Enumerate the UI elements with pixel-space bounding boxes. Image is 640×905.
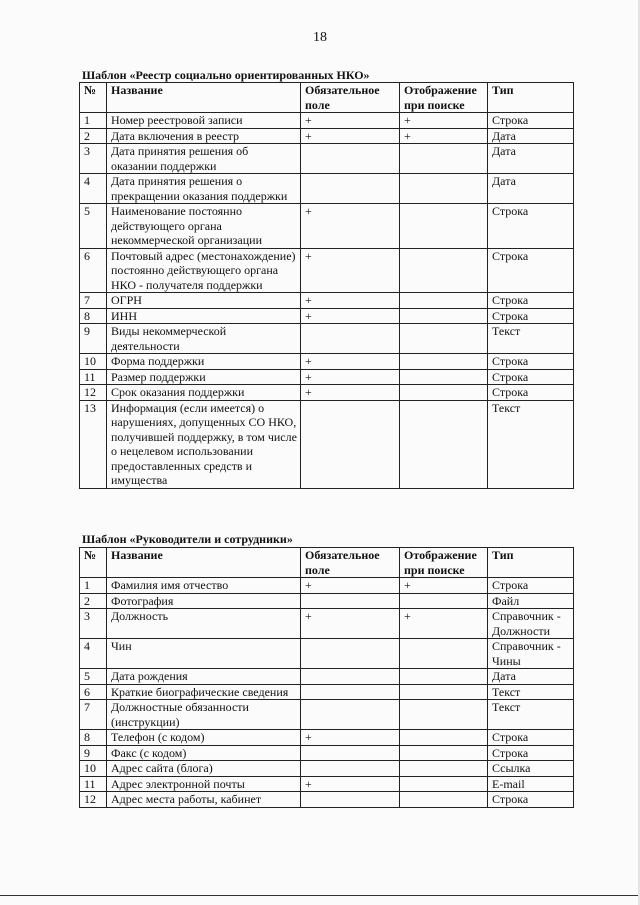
- cell-number: 12: [80, 385, 107, 401]
- cell-name: Должность: [107, 609, 301, 639]
- cell-type: Текст: [488, 700, 574, 730]
- cell-search-display: [400, 308, 488, 324]
- cell-required: [301, 174, 400, 204]
- cell-type: Дата: [488, 174, 574, 204]
- cell-type: Строка: [488, 293, 574, 309]
- cell-required: +: [301, 609, 400, 639]
- table-row: [80, 776, 574, 792]
- cell-search-display: [400, 684, 488, 700]
- cell-required: [301, 792, 400, 808]
- table-row: [80, 578, 574, 594]
- cell-number: 12: [80, 792, 107, 808]
- cell-type: Строка: [488, 730, 574, 746]
- table-body: [80, 113, 574, 489]
- nko-registry-table: [79, 82, 574, 489]
- cell-search-display: [400, 204, 488, 249]
- cell-search-display: [400, 593, 488, 609]
- cell-type: Справочник - Чины: [488, 639, 574, 669]
- cell-type: Строка: [488, 248, 574, 293]
- cell-type: Текст: [488, 400, 574, 488]
- table-row: [80, 308, 574, 324]
- cell-required: +: [301, 369, 400, 385]
- table-row: [80, 669, 574, 685]
- cell-required: +: [301, 128, 400, 144]
- cell-name: Форма поддержки: [107, 354, 301, 370]
- cell-type: Дата: [488, 144, 574, 174]
- cell-required: [301, 593, 400, 609]
- cell-required: +: [301, 776, 400, 792]
- cell-required: [301, 700, 400, 730]
- cell-search-display: [400, 385, 488, 401]
- cell-type: Строка: [488, 354, 574, 370]
- cell-type: Строка: [488, 204, 574, 249]
- cell-name: Дата принятия решения о прекращении оказания поддержки: [107, 174, 301, 204]
- cell-number: 4: [80, 174, 107, 204]
- header-number: №: [80, 548, 107, 578]
- cell-search-display: [400, 174, 488, 204]
- cell-required: +: [301, 354, 400, 370]
- cell-number: 9: [80, 745, 107, 761]
- cell-required: +: [301, 308, 400, 324]
- cell-type: Строка: [488, 385, 574, 401]
- cell-required: +: [301, 293, 400, 309]
- header-name: Название: [107, 548, 301, 578]
- header-search-display: Отображение при поиске: [400, 83, 488, 113]
- cell-type: Строка: [488, 113, 574, 129]
- cell-search-display: [400, 792, 488, 808]
- cell-required: +: [301, 730, 400, 746]
- table-row: [80, 761, 574, 777]
- cell-required: +: [301, 204, 400, 249]
- cell-number: 3: [80, 609, 107, 639]
- table-row: [80, 248, 574, 293]
- table-row: [80, 369, 574, 385]
- table-row: [80, 700, 574, 730]
- cell-required: [301, 144, 400, 174]
- table-row: [80, 204, 574, 249]
- table-row: [80, 745, 574, 761]
- cell-search-display: [400, 400, 488, 488]
- table-row: [80, 174, 574, 204]
- table-row: [80, 684, 574, 700]
- cell-type: Строка: [488, 792, 574, 808]
- table-row: [80, 144, 574, 174]
- cell-name: Дата включения в реестр: [107, 128, 301, 144]
- cell-number: 2: [80, 128, 107, 144]
- cell-number: 13: [80, 400, 107, 488]
- cell-search-display: +: [400, 128, 488, 144]
- cell-name: Адрес электронной почты: [107, 776, 301, 792]
- cell-name: Чин: [107, 639, 301, 669]
- header-number: №: [80, 83, 107, 113]
- cell-required: [301, 669, 400, 685]
- cell-type: Дата: [488, 128, 574, 144]
- cell-search-display: [400, 324, 488, 354]
- cell-search-display: +: [400, 113, 488, 129]
- table-body: [80, 578, 574, 808]
- cell-name: Дата рождения: [107, 669, 301, 685]
- cell-search-display: +: [400, 609, 488, 639]
- cell-search-display: [400, 745, 488, 761]
- table-row: [80, 639, 574, 669]
- table-row: [80, 128, 574, 144]
- table1-title: Шаблон «Реестр социально ориентированных НКО»: [82, 68, 370, 82]
- cell-number: 10: [80, 761, 107, 777]
- cell-number: 2: [80, 593, 107, 609]
- cell-type: Строка: [488, 578, 574, 594]
- cell-search-display: [400, 248, 488, 293]
- cell-search-display: [400, 369, 488, 385]
- cell-name: Почтовый адрес (местонахождение) постоянно действующего органа НКО - получателя поддержки: [107, 248, 301, 293]
- page-bottom-rule: [0, 895, 640, 896]
- page-number: 18: [313, 30, 327, 45]
- cell-number: 7: [80, 700, 107, 730]
- header-type: Тип: [488, 548, 574, 578]
- cell-required: [301, 639, 400, 669]
- cell-name: Должностные обязанности (инструкции): [107, 700, 301, 730]
- cell-name: Адрес места работы, кабинет: [107, 792, 301, 808]
- table-row: [80, 113, 574, 129]
- cell-search-display: [400, 776, 488, 792]
- cell-required: [301, 400, 400, 488]
- cell-name: ОГРН: [107, 293, 301, 309]
- cell-name: Размер поддержки: [107, 369, 301, 385]
- cell-search-display: +: [400, 578, 488, 594]
- table-row: [80, 293, 574, 309]
- cell-name: Виды некоммерческой деятельности: [107, 324, 301, 354]
- cell-number: 3: [80, 144, 107, 174]
- cell-search-display: [400, 639, 488, 669]
- cell-name: ИНН: [107, 308, 301, 324]
- cell-number: 6: [80, 248, 107, 293]
- cell-type: Строка: [488, 745, 574, 761]
- cell-required: [301, 684, 400, 700]
- cell-type: Дата: [488, 669, 574, 685]
- cell-number: 11: [80, 776, 107, 792]
- cell-name: Краткие биографические сведения: [107, 684, 301, 700]
- table-row: [80, 593, 574, 609]
- header-type: Тип: [488, 83, 574, 113]
- cell-type: Файл: [488, 593, 574, 609]
- cell-name: Фотография: [107, 593, 301, 609]
- cell-type: Строка: [488, 369, 574, 385]
- header-required: Обязательное поле: [301, 83, 400, 113]
- cell-name: Фамилия имя отчество: [107, 578, 301, 594]
- header-search-display: Отображение при поиске: [400, 548, 488, 578]
- cell-name: Наименование постоянно действующего органа некоммерческой организации: [107, 204, 301, 249]
- header-name: Название: [107, 83, 301, 113]
- cell-number: 10: [80, 354, 107, 370]
- cell-number: 1: [80, 113, 107, 129]
- header-required: Обязательное поле: [301, 548, 400, 578]
- cell-number: 5: [80, 669, 107, 685]
- cell-name: Срок оказания поддержки: [107, 385, 301, 401]
- table-row: [80, 730, 574, 746]
- cell-number: 5: [80, 204, 107, 249]
- cell-number: 8: [80, 308, 107, 324]
- table-header-row: [80, 83, 574, 113]
- cell-type: Текст: [488, 684, 574, 700]
- cell-number: 8: [80, 730, 107, 746]
- cell-search-display: [400, 669, 488, 685]
- cell-required: +: [301, 385, 400, 401]
- cell-name: Номер реестровой записи: [107, 113, 301, 129]
- table-header-row: [80, 548, 574, 578]
- cell-type: Справочник - Должности: [488, 609, 574, 639]
- table-row: [80, 792, 574, 808]
- cell-number: 11: [80, 369, 107, 385]
- cell-type: E-mail: [488, 776, 574, 792]
- cell-type: Ссылка: [488, 761, 574, 777]
- cell-number: 4: [80, 639, 107, 669]
- cell-number: 9: [80, 324, 107, 354]
- cell-search-display: [400, 761, 488, 777]
- table-row: [80, 400, 574, 488]
- table-row: [80, 354, 574, 370]
- cell-number: 6: [80, 684, 107, 700]
- cell-required: +: [301, 248, 400, 293]
- cell-search-display: [400, 700, 488, 730]
- cell-search-display: [400, 730, 488, 746]
- cell-name: Адрес сайта (блога): [107, 761, 301, 777]
- cell-required: [301, 745, 400, 761]
- cell-name: Информация (если имеется) о нарушениях, допущенных СО НКО, получившей поддержку, в том числе о нецелевом использовании предоставленных средств и имущества: [107, 400, 301, 488]
- cell-type: Строка: [488, 308, 574, 324]
- cell-required: +: [301, 578, 400, 594]
- table-row: [80, 609, 574, 639]
- cell-number: 7: [80, 293, 107, 309]
- cell-required: [301, 761, 400, 777]
- cell-required: [301, 324, 400, 354]
- managers-staff-table: [79, 547, 574, 808]
- cell-type: Текст: [488, 324, 574, 354]
- table-row: [80, 385, 574, 401]
- table-row: [80, 324, 574, 354]
- cell-name: Телефон (с кодом): [107, 730, 301, 746]
- cell-name: Факс (с кодом): [107, 745, 301, 761]
- table2-title: Шаблон «Руководители и сотрудники»: [82, 532, 293, 546]
- cell-name: Дата принятия решения об оказании поддержки: [107, 144, 301, 174]
- cell-number: 1: [80, 578, 107, 594]
- cell-search-display: [400, 144, 488, 174]
- cell-search-display: [400, 354, 488, 370]
- cell-required: +: [301, 113, 400, 129]
- cell-search-display: [400, 293, 488, 309]
